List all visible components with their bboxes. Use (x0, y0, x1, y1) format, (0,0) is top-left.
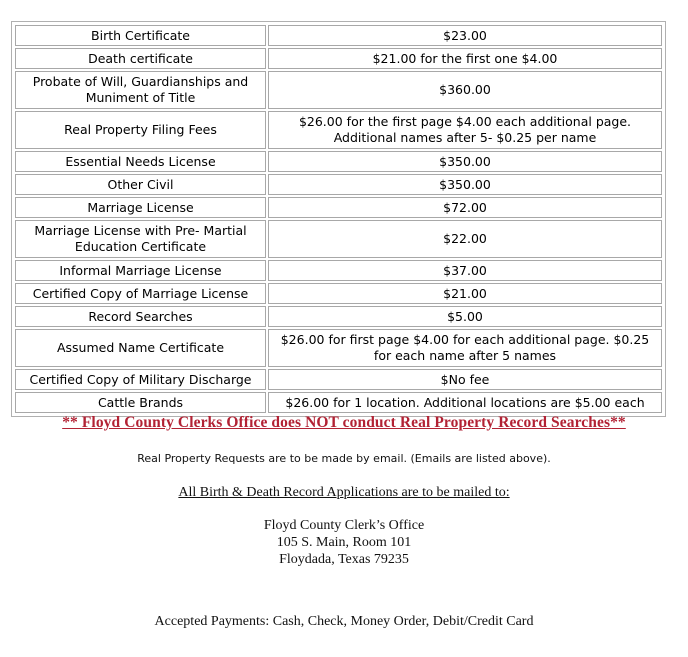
table-row (15, 71, 662, 109)
service-cell: Cattle Brands (15, 392, 266, 413)
table-row (15, 306, 662, 327)
service-cell: Birth Certificate (15, 25, 266, 46)
service-cell: Certified Copy of Military Discharge (15, 369, 266, 390)
service-cell: Essential Needs License (15, 151, 266, 172)
table-row (15, 48, 662, 69)
table-row (15, 329, 662, 367)
accepted-payments: Accepted Payments: Cash, Check, Money Order, Debit/Credit Card (154, 614, 534, 629)
service-cell: Informal Marriage License (15, 260, 266, 281)
fee-cell: $360.00 (268, 71, 662, 109)
fee-schedule-table-frame (11, 21, 666, 417)
service-cell: Other Civil (15, 174, 266, 195)
service-cell: Death certificate (15, 48, 266, 69)
fee-cell: $26.00 for first page $4.00 for each additional page. $0.25 for each name after 5 names (268, 329, 662, 367)
fee-cell: $72.00 (268, 197, 662, 218)
fee-cell: $26.00 for the first page $4.00 each additional page. Additional names after 5- $0.25 per name (268, 111, 662, 149)
fee-schedule-table (13, 23, 664, 415)
fee-cell: $5.00 (268, 306, 662, 327)
address-office: Floyd County Clerk’s Office (263, 518, 425, 533)
address-street: 105 S. Main, Room 101 (276, 535, 412, 550)
fee-cell: $21.00 for the first one $4.00 (268, 48, 662, 69)
table-row (15, 111, 662, 149)
table-row (15, 197, 662, 218)
service-cell: Real Property Filing Fees (15, 111, 266, 149)
no-property-search-warning: ** Floyd County Clerks Office does NOT conduct Real Property Record Searches** (62, 414, 626, 431)
fee-cell: $22.00 (268, 220, 662, 258)
service-cell: Marriage License with Pre- Martial Education Certificate (15, 220, 266, 258)
fee-cell: $26.00 for 1 location. Additional locations are $5.00 each (268, 392, 662, 413)
service-cell: Assumed Name Certificate (15, 329, 266, 367)
table-row (15, 25, 662, 46)
service-cell: Probate of Will, Guardianships and Muniment of Title (15, 71, 266, 109)
table-row (15, 392, 662, 413)
fee-cell: $350.00 (268, 174, 662, 195)
fee-cell: $350.00 (268, 151, 662, 172)
fee-cell: $21.00 (268, 283, 662, 304)
table-row (15, 220, 662, 258)
address-city: Floydada, Texas 79235 (279, 552, 409, 567)
fee-cell: $No fee (268, 369, 662, 390)
property-requests-note: Real Property Requests are to be made by email. (Emails are listed above). (137, 452, 551, 465)
service-cell: Certified Copy of Marriage License (15, 283, 266, 304)
table-row (15, 283, 662, 304)
service-cell: Marriage License (15, 197, 266, 218)
fee-cell: $23.00 (268, 25, 662, 46)
mailing-address (0, 517, 688, 568)
fee-cell: $37.00 (268, 260, 662, 281)
service-cell: Record Searches (15, 306, 266, 327)
mail-applications-heading: All Birth & Death Record Applications are to be mailed to: (178, 485, 510, 500)
table-row (15, 369, 662, 390)
table-row (15, 260, 662, 281)
table-row (15, 174, 662, 195)
table-row (15, 151, 662, 172)
